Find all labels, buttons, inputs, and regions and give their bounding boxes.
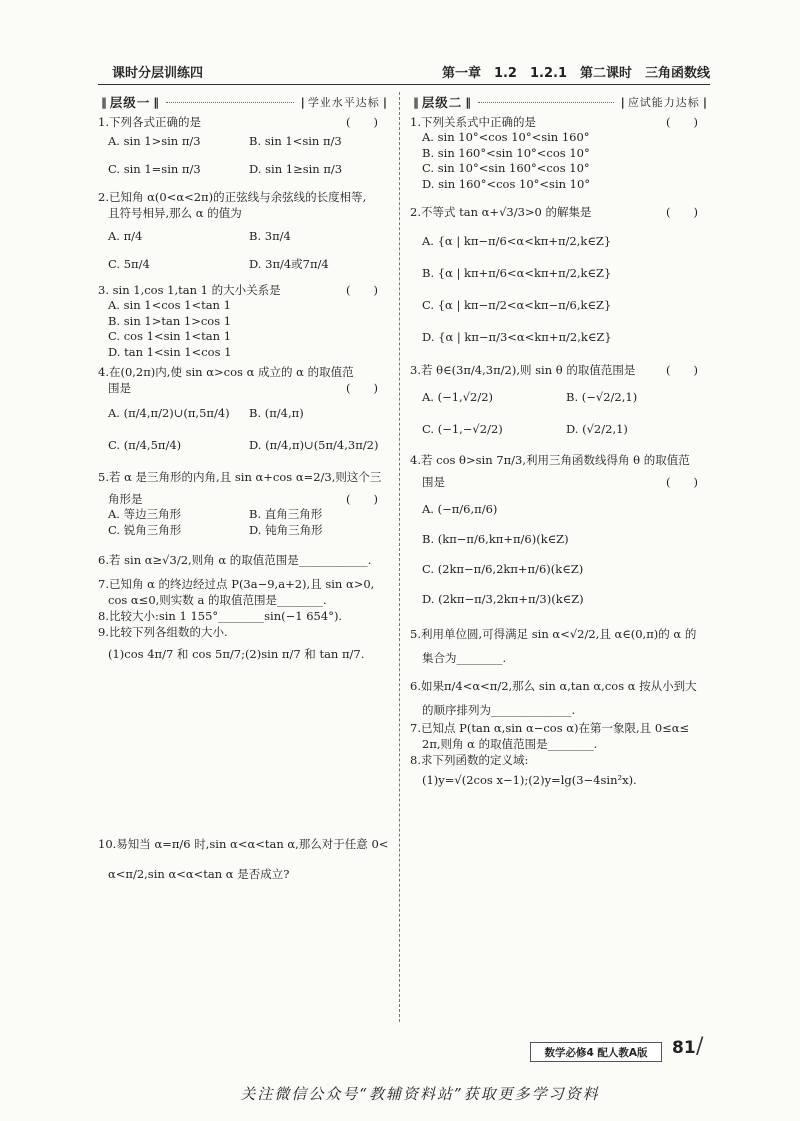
question-stem: 4.在(0,2π)内,使 sin α>cos α 成立的 α 的取值范 [98, 365, 354, 379]
question-6: 6.如果π/4<α<π/2,那么 sin α,tan α,cos α 按从小到大 [410, 679, 697, 693]
section-title: 课时分层训练四 [112, 66, 204, 81]
option-b: B. 直角三角形 [249, 507, 323, 521]
option-a: A. (−1,√2/2) [422, 390, 494, 404]
option-d: D. 3π/4或7π/4 [249, 256, 329, 271]
option-a: A. 等边三角形 [108, 507, 182, 521]
option-c: C. (−1,−√2/2) [422, 422, 503, 436]
option-b: B. (π/4,π) [249, 406, 304, 420]
question-7: 7.已知角 α 的终边经过点 P(3a−9,a+2),且 sin α>0, [98, 577, 375, 591]
question-10: 10.易知当 α=π/6 时,sin α<α<tan α,那么对于任意 0< [98, 837, 389, 851]
option-d: D. sin 1≥sin π/3 [249, 161, 343, 176]
question-9: 9.比较下列各组数的大小. [98, 625, 228, 639]
level-tag: 学业水平达标 [307, 96, 380, 109]
question-9-parts: (1)cos 4π/7 和 cos 5π/7;(2)sin π/7 和 tan π/7. [108, 647, 365, 661]
option-c: C. (2kπ−π/6,2kπ+π/6)(k∈Z) [422, 562, 584, 576]
level-band-1: ‖ 层级一 ‖ | 学业水平达标 | [101, 95, 387, 110]
question-stem-cont: 围是 [108, 381, 131, 395]
question-stem: 1.下列关系式中正确的是 [410, 115, 536, 129]
answer-bracket: ( ) [666, 363, 698, 377]
question-stem: 3. sin 1,cos 1,tan 1 的大小关系是 [98, 283, 281, 297]
option-c: C. 5π/4 [108, 256, 150, 271]
answer-bracket: ( ) [346, 115, 378, 129]
option-c: C. {α | kπ−π/2<α<kπ−π/6,k∈Z} [422, 298, 612, 312]
option-d: D. (2kπ−π/3,2kπ+π/3)(k∈Z) [422, 592, 584, 606]
option-d: D. (π/4,π)∪(5π/4,3π/2) [249, 437, 379, 452]
option-b: B. sin 160°<sin 10°<cos 10° [422, 145, 590, 160]
question-8-parts: (1)y=√(2cos x−1);(2)y=lg(3−4sin²x). [422, 773, 637, 787]
question-stem: 3.若 θ∈(3π/4,3π/2),则 sin θ 的取值范围是 [410, 363, 636, 377]
page-number: 81 [672, 1038, 696, 1058]
question-8: 8.比较大小:sin 1 155°________sin(−1 654°). [98, 609, 343, 623]
question-4 [410, 452, 710, 612]
question-3 [98, 282, 390, 360]
level-band-2: ‖ 层级二 ‖ | 应试能力达标 | [413, 95, 707, 110]
question-6: 6.若 sin α≥√3/2,则角 α 的取值范围是____________. [98, 553, 372, 567]
question-10-cont: α<π/2,sin α<α<tan α 是否成立? [108, 867, 290, 881]
option-d: D. {α | kπ−π/3<α<kπ+π/2,k∈Z} [422, 330, 612, 344]
option-c: C. 锐角三角形 [108, 522, 182, 537]
option-b: B. sin 1>tan 1>cos 1 [108, 313, 232, 328]
question-3 [410, 362, 710, 442]
question-5-cont: 集合为________. [422, 651, 507, 665]
option-b: B. sin 1<sin π/3 [249, 134, 342, 148]
option-c: C. (π/4,5π/4) [108, 437, 182, 452]
option-b: B. (−√2/2,1) [566, 390, 638, 404]
page-slash: / [696, 1034, 704, 1059]
answer-bracket: ( ) [666, 475, 698, 489]
option-d: D. sin 160°<cos 10°<sin 10° [422, 176, 591, 191]
answer-bracket: ( ) [346, 283, 378, 297]
question-stem-cont: 围是 [422, 475, 445, 489]
option-a: A. (π/4,π/2)∪(π,5π/4) [108, 406, 230, 420]
option-a: A. sin 1<cos 1<tan 1 [108, 298, 231, 312]
level-title: 层级二 [421, 95, 463, 110]
right-column [410, 94, 710, 788]
question-7: 7.已知点 P(tan α,sin α−cos α)在第一象限,且 0≤α≤ [410, 721, 690, 735]
option-d: D. (√2/2,1) [566, 422, 628, 436]
question-stem: 4.若 cos θ>sin 7π/3,利用三角函数线得角 θ 的取值范 [410, 453, 690, 467]
option-c: C. sin 10°<sin 160°<cos 10° [422, 161, 590, 175]
option-d: D. tan 1<sin 1<cos 1 [108, 344, 232, 359]
option-c: C. cos 1<sin 1<tan 1 [108, 329, 232, 343]
question-1 [410, 114, 710, 192]
level-tag: 应试能力达标 [627, 96, 700, 109]
question-4 [98, 364, 390, 453]
answer-bracket: ( ) [666, 205, 698, 219]
book-label: 数学必修4 配人教A版 [530, 1042, 662, 1062]
option-a: A. sin 1>sin π/3 [108, 134, 201, 148]
question-8: 8.求下列函数的定义域: [410, 753, 529, 767]
option-b: B. {α | kπ+π/6<α<kπ+π/2,k∈Z} [422, 266, 612, 280]
question-1 [98, 114, 390, 177]
option-a: A. (−π/6,π/6) [422, 502, 498, 516]
question-5: 5.利用单位圆,可得满足 sin α<√2/2,且 α∈(0,π)的 α 的 [410, 627, 697, 641]
question-7-cont: 2π,则角 α 的取值范围是________. [422, 737, 598, 751]
option-b: B. (kπ−π/6,kπ+π/6)(k∈Z) [422, 532, 569, 546]
question-stem: 2.不等式 tan α+√3/3>0 的解集是 [410, 205, 592, 219]
question-stem-cont: 且符号相异,那么 α 的值为 [108, 206, 242, 220]
level-title: 层级一 [109, 95, 151, 110]
question-2 [410, 204, 710, 350]
question-7-cont: cos α≤0,则实数 a 的取值范围是________. [108, 593, 327, 607]
option-a: A. π/4 [108, 229, 143, 243]
question-stem: 5.若 α 是三角形的内角,且 sin α+cos α=2/3,则这个三 [98, 470, 382, 484]
option-a: A. sin 10°<cos 10°<sin 160° [422, 130, 590, 144]
header-rule [98, 84, 710, 85]
question-5 [98, 469, 390, 538]
option-d: D. 钝角三角形 [249, 522, 323, 537]
option-a: A. {α | kπ−π/6<α<kπ+π/2,k∈Z} [422, 234, 612, 248]
chapter-title: 第一章 1.2 1.2.1 第二课时 三角函数线 [441, 66, 710, 81]
question-stem: 1.下列各式正确的是 [98, 115, 201, 129]
question-2 [98, 189, 390, 272]
question-stem-cont: 角形是 [108, 492, 143, 506]
left-column [98, 94, 390, 662]
question-6-cont: 的顺序排列为______________. [422, 703, 576, 717]
option-b: B. 3π/4 [249, 229, 291, 243]
option-c: C. sin 1=sin π/3 [108, 161, 201, 176]
bottom-notice: 关注微信公众号“教辅资料站”获取更多学习资料 [240, 1085, 600, 1103]
answer-bracket: ( ) [346, 381, 378, 395]
column-divider [399, 92, 400, 1022]
question-stem: 2.已知角 α(0<α<2π)的正弦线与余弦线的长度相等, [98, 190, 367, 204]
answer-bracket: ( ) [346, 492, 378, 506]
answer-bracket: ( ) [666, 115, 698, 129]
